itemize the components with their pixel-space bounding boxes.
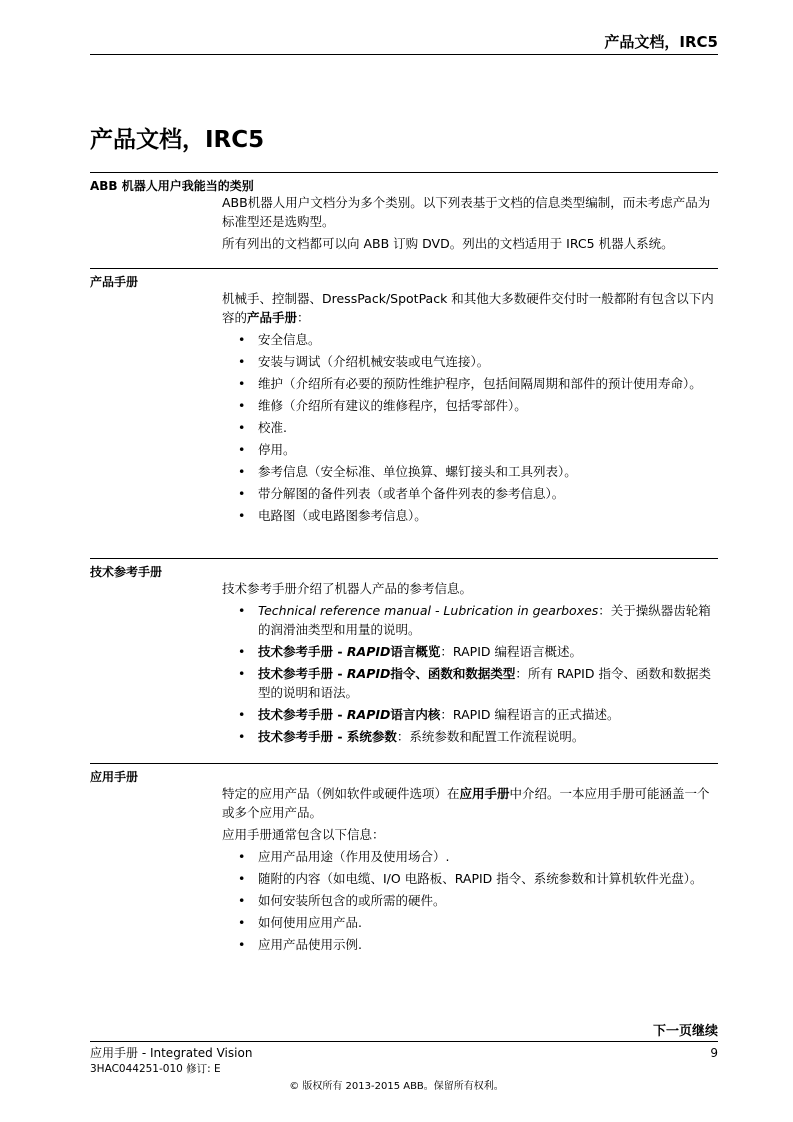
bullet-icon: • <box>238 915 246 930</box>
list-item-text: 如何安装所包含的或所需的硬件。 <box>258 893 446 908</box>
bullet-icon: • <box>238 871 246 886</box>
bullet-icon: • <box>238 849 246 864</box>
list-item <box>222 642 718 661</box>
manual-title: 技术参考手册 - <box>258 666 347 681</box>
list-item-text: ：关于操纵器齿轮箱的润滑油类型和用量的说明。 <box>258 603 711 637</box>
section-heading: 应用手册 <box>90 770 139 784</box>
list-item <box>222 396 718 415</box>
list-item-text: ：所有 RAPID 指令、函数和数据类型的说明和语法。 <box>258 666 711 700</box>
section-product-manuals <box>90 268 718 528</box>
section-body <box>222 764 718 954</box>
list-item-text: 如何使用应用产品. <box>258 915 362 930</box>
list-item <box>222 330 718 349</box>
text: 特定的应用产品（例如软件或硬件选项）在 <box>222 786 460 801</box>
list-item-text: 带分解图的备件列表（或者单个备件列表的参考信息）。 <box>258 486 565 501</box>
bullet-list <box>222 330 718 525</box>
section-body <box>222 269 718 525</box>
section-heading: ABB 机器人用户我能当的类别 <box>90 179 254 193</box>
list-item-text: 校准. <box>258 420 287 435</box>
bullet-icon: • <box>238 644 246 659</box>
bullet-list <box>222 847 718 954</box>
manual-title: Technical reference manual - Lubrication in gearboxes <box>258 603 599 618</box>
list-item-text: ：RAPID 编程语言的正式描述。 <box>440 707 620 722</box>
paragraph: 应用手册通常包含以下信息： <box>222 827 385 842</box>
list-item-text: 参考信息（安全标准、单位换算、螺钉接头和工具列表）。 <box>258 464 577 479</box>
list-item <box>222 440 718 459</box>
bullet-icon: • <box>238 376 246 391</box>
section-heading: 技术参考手册 <box>90 565 163 579</box>
footer-doc-info <box>90 1045 252 1077</box>
manual-title: RAPID <box>346 666 391 681</box>
bullet-icon: • <box>238 603 246 618</box>
list-item-text: ：RAPID 编程语言概述。 <box>440 644 582 659</box>
paragraph: ABB机器人用户文档分为多个类别。以下列表基于文档的信息类型编制，而未考虑产品为标准型还是选购型。 <box>222 195 711 229</box>
paragraph <box>222 289 718 327</box>
manual-title: 技术参考手册 - <box>258 644 347 659</box>
list-item <box>222 352 718 371</box>
bullet-icon: • <box>238 707 246 722</box>
footer-doc-id: 3HAC044251-010 修订: E <box>90 1063 221 1075</box>
section-categories <box>90 172 718 256</box>
list-item <box>222 727 718 746</box>
list-item-text: 停用。 <box>258 442 296 457</box>
text: 中介绍。一本应用手册可能涵盖一个或多个应用产品。 <box>222 786 710 820</box>
bullet-icon: • <box>238 420 246 435</box>
bullet-icon: • <box>238 508 246 523</box>
paragraph <box>222 784 718 822</box>
section-body <box>222 559 718 746</box>
list-item-text: 维修（介绍所有建议的维修程序，包括零部件）。 <box>258 398 527 413</box>
bullet-icon: • <box>238 354 246 369</box>
list-item-text: 应用产品用途（作用及使用场合）. <box>258 849 450 864</box>
list-item <box>222 506 718 525</box>
bullet-icon: • <box>238 893 246 908</box>
section-heading: 产品手册 <box>90 275 139 289</box>
bullet-icon: • <box>238 729 246 744</box>
manual-title: 语言内核 <box>390 707 441 722</box>
list-item <box>222 913 718 932</box>
list-item-text: 应用产品使用示例. <box>258 937 362 952</box>
bullet-list <box>222 601 718 746</box>
list-item <box>222 705 718 724</box>
manual-title: 技术参考手册 - <box>258 707 347 722</box>
section-body <box>222 173 718 253</box>
page-footer <box>90 1041 718 1075</box>
bullet-icon: • <box>238 398 246 413</box>
list-item-text: 维护（介绍所有必要的预防性维护程序，包括间隔周期和部件的预计使用寿命）。 <box>258 376 702 391</box>
list-item <box>222 418 718 437</box>
list-item-text: ：系统参数和配置工作流程说明。 <box>396 729 585 744</box>
manual-title: RAPID <box>346 707 391 722</box>
list-item <box>222 374 718 393</box>
running-header <box>90 30 718 55</box>
copyright-notice: © 版权所有 2013-2015 ABB。保留所有权利。 <box>289 1081 504 1092</box>
emphasis: 应用手册 <box>459 786 510 801</box>
manual-title: RAPID <box>346 644 391 659</box>
list-item-text: 电路图（或电路图参考信息）。 <box>258 508 427 523</box>
page-number: 9 <box>710 1046 718 1060</box>
list-item <box>222 664 718 702</box>
bullet-icon: • <box>238 442 246 457</box>
paragraph: 技术参考手册介绍了机器人产品的参考信息。 <box>222 581 473 596</box>
section-technical-reference <box>90 558 718 749</box>
text: 机械手、控制器、DressPack/SpotPack 和其他大多数硬件交付时一般都附有包含以下内容的 <box>222 291 714 325</box>
list-item <box>222 869 718 888</box>
bullet-icon: • <box>238 486 246 501</box>
emphasis: 产品手册 <box>247 310 298 325</box>
bullet-icon: • <box>238 464 246 479</box>
manual-title: 语言概览 <box>390 644 441 659</box>
list-item-text: 安全信息。 <box>258 332 321 347</box>
page-title: 产品文档，IRC5 <box>90 127 265 153</box>
text: ： <box>297 310 310 325</box>
manual-title: 技术参考手册 - 系统参数 <box>258 729 397 744</box>
list-item <box>222 847 718 866</box>
footer-manual-name: 应用手册 - Integrated Vision <box>90 1046 253 1060</box>
running-header-title: 产品文档，IRC5 <box>604 33 718 51</box>
bullet-icon: • <box>238 332 246 347</box>
manual-title: 指令、函数和数据类型 <box>390 666 516 681</box>
list-item <box>222 891 718 910</box>
bullet-icon: • <box>238 937 246 952</box>
bullet-icon: • <box>238 666 246 681</box>
list-item <box>222 935 718 954</box>
list-item <box>222 601 718 639</box>
paragraph: 所有列出的文档都可以向 ABB 订购 DVD。列出的文档适用于 IRC5 机器人系统。 <box>222 236 674 251</box>
section-application-manuals <box>90 763 718 957</box>
list-item <box>222 462 718 481</box>
list-item-text: 安装与调试（介绍机械安装或电气连接）。 <box>258 354 490 369</box>
continued-note: 下一页继续 <box>652 1024 718 1039</box>
list-item-text: 随附的内容（如电缆、I/O 电路板、RAPID 指令、系统参数和计算机软件光盘）。 <box>258 871 703 886</box>
list-item <box>222 484 718 503</box>
